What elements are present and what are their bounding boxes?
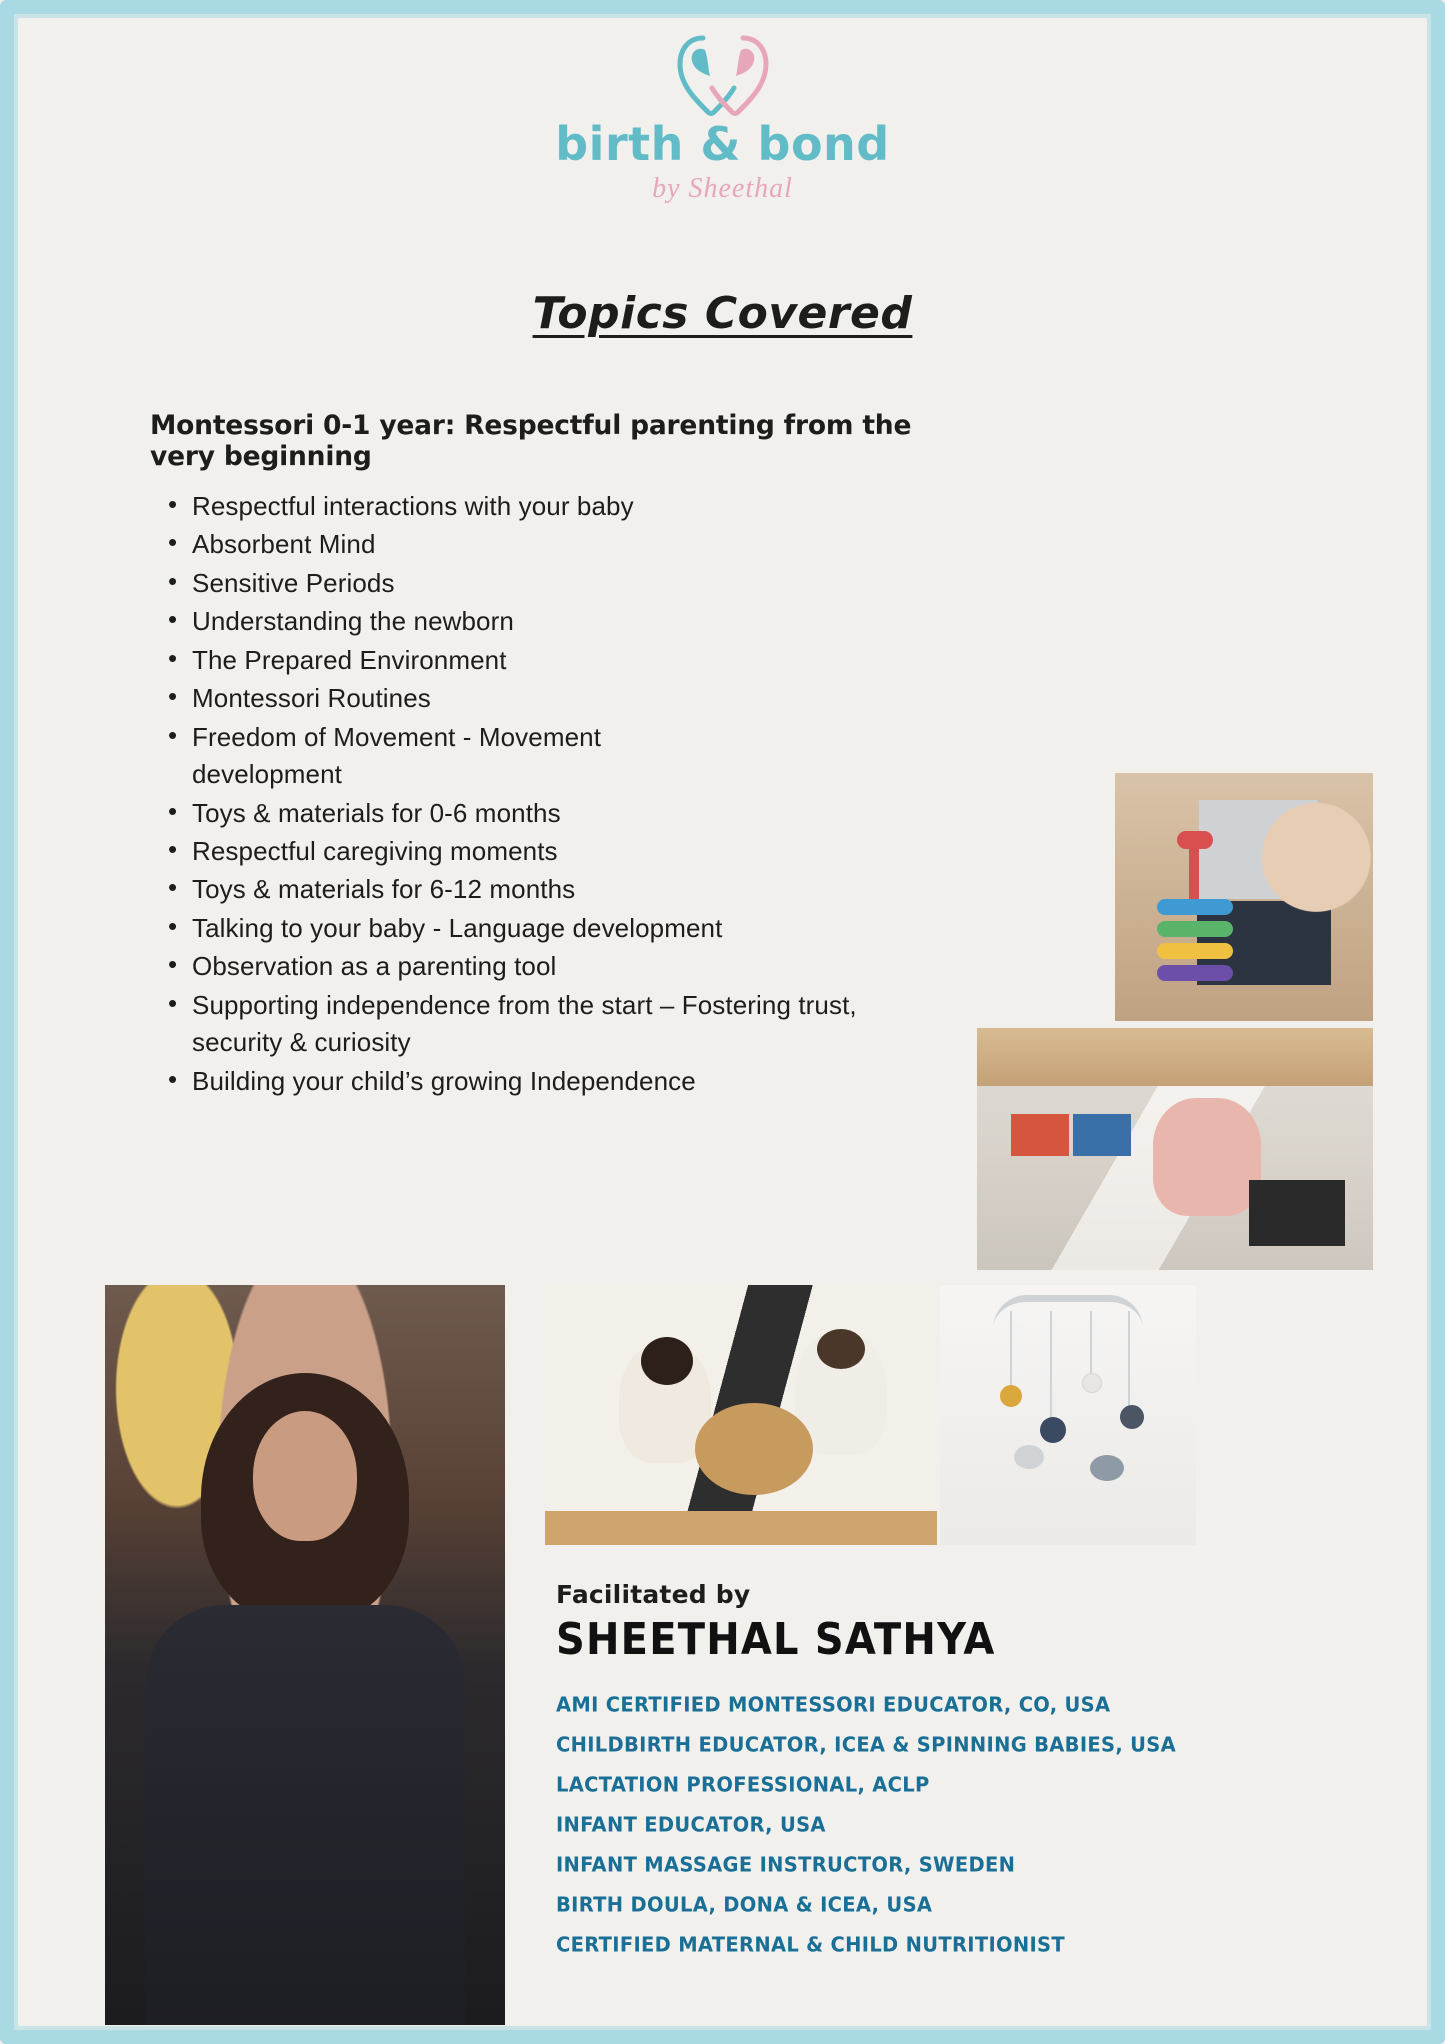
topics-section (150, 410, 960, 1101)
list-item: • Toys & materials for 0-6 months (164, 795, 960, 832)
photo-baby-stacker (1115, 773, 1373, 1021)
list-item: • Talking to your baby - Language development (164, 910, 960, 947)
brand-ampersand: & (700, 117, 742, 171)
photo-kids-tray (545, 1285, 937, 1545)
credential-item: INFANT EDUCATOR, USA (556, 1812, 826, 1837)
photo-kids-tray-art (545, 1285, 937, 1545)
list-item: • Toys & materials for 6-12 months (164, 871, 960, 908)
list-item: • Absorbent Mind (164, 526, 960, 563)
brand-name-part2: bond (757, 117, 890, 171)
list-item: • Observation as a parenting tool (164, 948, 960, 985)
list-item: • Freedom of Movement - Movement development (164, 719, 724, 794)
list-item: • Montessori Routines (164, 680, 960, 717)
brand-logo (0, 28, 1445, 205)
photo-mobile (940, 1285, 1196, 1545)
list-item: • Supporting independence from the start – Fostering trust, security & curiosity (164, 987, 864, 1062)
list-item: • Understanding the newborn (164, 603, 960, 640)
photo-portrait-art (105, 1285, 505, 2025)
credential-item: AMI CERTIFIED MONTESSORI EDUCATOR, CO, USA (556, 1692, 1111, 1717)
credential-item: CERTIFIED MATERNAL & CHILD NUTRITIONIST (556, 1932, 1066, 1957)
topics-list (164, 488, 960, 1100)
brand-tagline: by Sheethal (652, 173, 793, 204)
credential-item: LACTATION PROFESSIONAL, ACLP (556, 1772, 930, 1797)
credentials-list (556, 1693, 1276, 1956)
topics-heading: Montessori 0-1 year: Respectful parenting from the very beginning (150, 410, 912, 472)
brand-name-part1: birth (555, 117, 684, 171)
facilitated-by-label: Facilitated by (556, 1580, 751, 1609)
heart-bird-logo-icon (648, 28, 798, 123)
list-item: • Respectful interactions with your baby (164, 488, 960, 525)
page-title: Topics Covered (532, 288, 913, 339)
photo-baby-mat (977, 1028, 1373, 1270)
photo-baby-mat-art (977, 1028, 1373, 1270)
facilitator-section (556, 1580, 1276, 1973)
credential-item: INFANT MASSAGE INSTRUCTOR, SWEDEN (556, 1852, 1016, 1877)
list-item: • Sensitive Periods (164, 565, 960, 602)
facilitator-name: SHEETHAL SATHYA (556, 1615, 996, 1665)
photo-mobile-art (940, 1285, 1196, 1545)
list-item: • Building your child’s growing Independence (164, 1063, 960, 1100)
credential-item: CHILDBIRTH EDUCATOR, ICEA & SPINNING BABIES, USA (556, 1732, 1177, 1757)
list-item: • The Prepared Environment (164, 642, 960, 679)
photo-portrait (105, 1285, 505, 2025)
credential-item: BIRTH DOULA, DONA & ICEA, USA (556, 1892, 933, 1917)
photo-baby-stacker-art (1115, 773, 1373, 1021)
list-item: • Respectful caregiving moments (164, 833, 960, 870)
brand-name (0, 117, 1445, 171)
